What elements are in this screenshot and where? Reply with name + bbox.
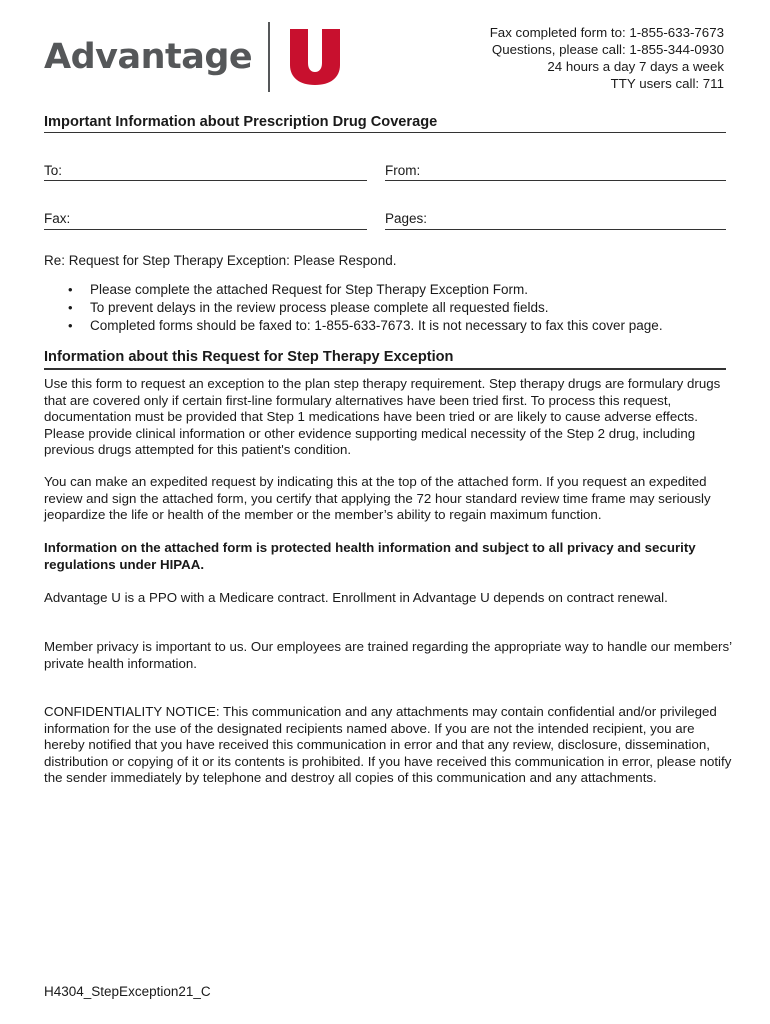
paragraph-hipaa: Information on the attached form is protected health information and subject to all privacy and security regulations under HIPAA. — [44, 540, 696, 572]
contact-phone: Questions, please call: 1-855-344-0930 — [491, 42, 724, 57]
list-item: • Please complete the attached Request for Step Therapy Exception Form. — [44, 281, 663, 299]
logo-u-mark-icon — [288, 29, 342, 85]
to-label: To: — [44, 163, 63, 178]
list-item: • To prevent delays in the review process please complete all requested fields. — [44, 299, 663, 317]
from-field-line[interactable] — [385, 180, 726, 181]
contact-info — [490, 24, 724, 92]
instruction-list — [44, 281, 663, 335]
advantage-u-logo — [44, 22, 342, 92]
paragraph-step-therapy: Use this form to request an exception to the plan step therapy requirement. Step therapy drugs are formulary drugs that are covered only if certain first-line formulary alternatives have been tried first. To process this request, documentation must be provided that Step 1 medications have been tried or are likely to cause adverse effects. Please provide clinical information or other evidence supporting medical necessity of the Step 2 drug, including previous drugs attempted for this patient's condition. — [44, 376, 721, 457]
pages-field-line[interactable] — [385, 229, 726, 230]
re-line: Re: Request for Step Therapy Exception: Please Respond. — [44, 253, 397, 268]
fax-field-line[interactable] — [44, 229, 367, 230]
paragraph-ppo: Advantage U is a PPO with a Medicare contract. Enrollment in Advantage U depends on contract renewal. — [44, 590, 668, 605]
fax-label: Fax: — [44, 211, 71, 226]
title-divider — [44, 132, 726, 133]
section-heading: Information about this Request for Step Therapy Exception — [44, 349, 454, 365]
section-divider — [44, 368, 726, 370]
contact-hours: 24 hours a day 7 days a week — [547, 59, 724, 74]
form-code: H4304_StepException21_C — [44, 984, 211, 999]
pages-label: Pages: — [385, 211, 428, 226]
logo-wordmark: Advantage — [44, 36, 253, 77]
to-field-line[interactable] — [44, 180, 367, 181]
page-title: Important Information about Prescription Drug Coverage — [44, 114, 438, 130]
paragraph-confidentiality: CONFIDENTIALITY NOTICE: This communication and any attachments may contain confidential and/or privileged information for the use of the designated recipients named above. If you are not the intended recipient, you are hereby notified that you have received this communication in error and that any review, disclosure, dissemination, distribution or copying of it or its contents is prohibited. If you have received this communication in error, please notify the sender immediately by telephone and destroy all copies of this communication and any attachments. — [44, 704, 732, 785]
contact-fax: Fax completed form to: 1-855-633-7673 — [489, 25, 724, 40]
contact-tty: TTY users call: 711 — [610, 76, 724, 91]
paragraph-expedited: You can make an expedited request by indicating this at the top of the attached form. If you request an expedited review and sign the attached form, you certify that applying the 72 hour standard review time frame may seriously jeopardize the life or health of the member or the member’s ability to regain maximum function. — [44, 474, 711, 522]
paragraph-privacy: Member privacy is important to us. Our employees are trained regarding the appropriate way to handle our members’ private health information. — [44, 639, 732, 671]
list-item: • Completed forms should be faxed to: 1-855-633-7673. It is not necessary to fax this cover page. — [44, 317, 663, 335]
logo-divider — [268, 22, 270, 92]
from-label: From: — [385, 163, 421, 178]
